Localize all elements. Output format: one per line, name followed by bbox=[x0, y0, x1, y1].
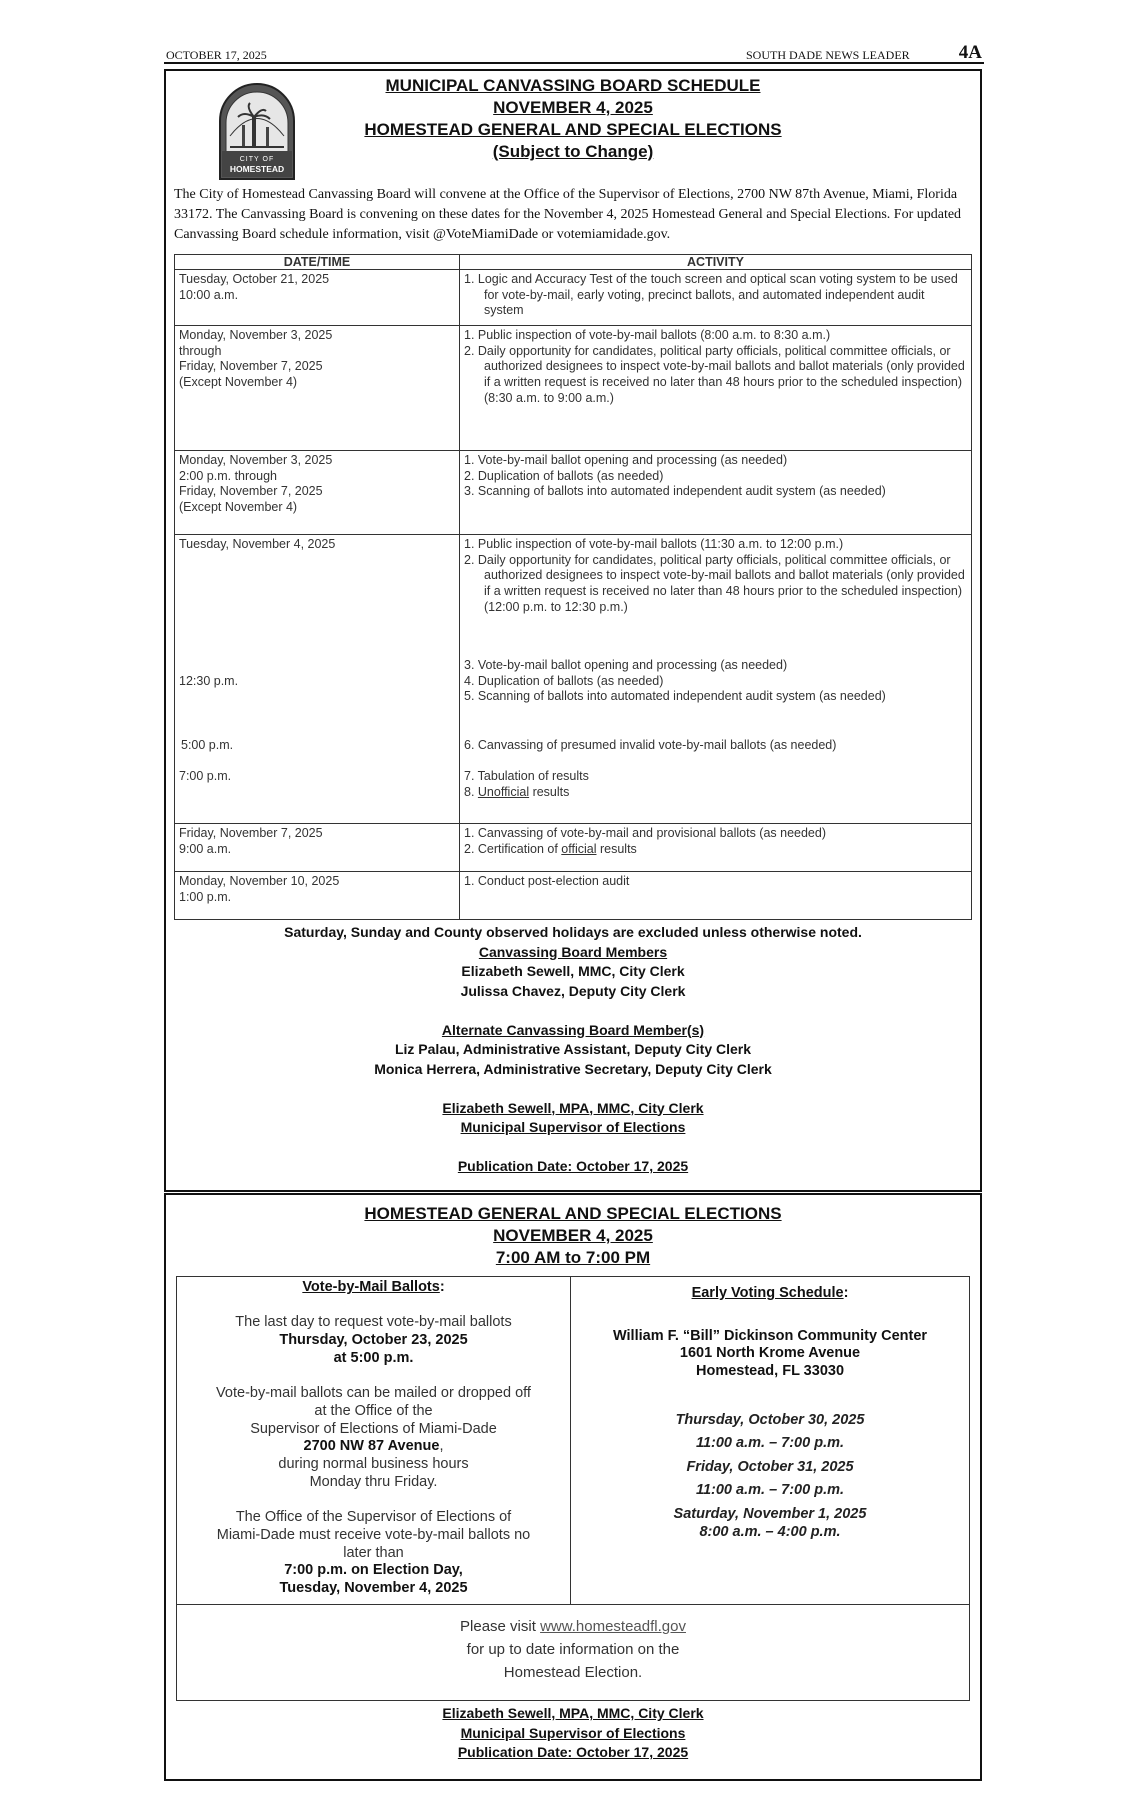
activity-item: 2. Daily opportunity for candidates, political party officials, political committee officials, or authorized designees to inspect vote-by-mail ballots and ballot materials (only provided if a written request is received no later than 48 hours prior to the scheduled inspection) (8:30 a.m. to 9:00 a.m.) bbox=[464, 343, 965, 405]
canvassing-notice bbox=[164, 69, 982, 1192]
activity-item: 2. Daily opportunity for candidates, political party officials, political committee officials, or authorized designees to inspect vote-by-mail ballots and ballot materials (only provided if a written request is received no later than 48 hours prior to the scheduled inspection) (12:00 p.m. to 12:30 p.m.) bbox=[464, 552, 965, 614]
activity-item bbox=[464, 842, 967, 858]
newspaper-name: SOUTH DADE NEWS LEADER bbox=[746, 48, 910, 62]
signature-title: Municipal Supervisor of Elections bbox=[460, 1119, 686, 1135]
holidays-note: Saturday, Sunday and County observed holidays are excluded unless otherwise noted. bbox=[284, 924, 862, 940]
intro-paragraph: The City of Homestead Canvassing Board will convene at the Office of the Supervisor of Elections, 2700 NW 87th Avenue, Miami, Florida 33172. The Canvassing Board is convening on these dates for the November 4, 2025 Homestead General and Special Elections. For updated Canvassing Board schedule information, visit @VoteMiamiDade or votemiamidade.gov. bbox=[174, 187, 962, 242]
vbm-text: Supervisor of Elections of Miami-Dade bbox=[250, 1420, 497, 1437]
time-line: 5:00 p.m. bbox=[181, 738, 234, 752]
underlined-word: Unofficial bbox=[477, 784, 530, 799]
time-line: 12:30 p.m. bbox=[179, 674, 239, 688]
svg-text:HOMESTEAD: HOMESTEAD bbox=[229, 164, 285, 174]
date-line: Tuesday, October 21, 2025 bbox=[179, 272, 330, 286]
vbm-deadline: Thursday, October 23, 2025 bbox=[279, 1332, 468, 1349]
early-voting-address: 1601 North Krome Avenue bbox=[679, 1345, 861, 1362]
board-member: Julissa Chavez, Deputy City Clerk bbox=[460, 982, 686, 999]
visit-text: Homestead Election. bbox=[503, 1664, 643, 1681]
activity-item: 7. Tabulation of results bbox=[464, 769, 589, 783]
activity-item: 1. Conduct post-election audit bbox=[464, 874, 630, 888]
svg-text:CITY OF: CITY OF bbox=[239, 156, 275, 163]
early-voting-city: Homestead, FL 33030 bbox=[695, 1363, 845, 1380]
signature-name: Elizabeth Sewell, MPA, MMC, City Clerk bbox=[442, 1705, 704, 1721]
alternate-heading: Alternate Canvassing Board Member(s) bbox=[441, 1021, 705, 1038]
early-voting-day: Saturday, November 1, 2025 bbox=[673, 1505, 867, 1522]
date-line: through bbox=[179, 343, 222, 358]
activity-item: 5. Scanning of ballots into automated independent audit system (as needed) bbox=[464, 689, 886, 704]
underlined-word: official bbox=[561, 841, 597, 856]
column-header: DATE/TIME bbox=[175, 255, 460, 270]
time-line: 10:00 a.m. bbox=[179, 287, 239, 302]
notice-title bbox=[166, 75, 980, 163]
website-link[interactable]: www.homesteadfl.gov bbox=[540, 1618, 686, 1635]
date-line: 2:00 p.m. through bbox=[179, 468, 277, 483]
vbm-deadline: at 5:00 p.m. bbox=[333, 1349, 414, 1366]
title-line: NOVEMBER 4, 2025 bbox=[493, 1226, 653, 1245]
signature-name: Elizabeth Sewell, MPA, MMC, City Clerk bbox=[442, 1099, 704, 1116]
early-voting-hours: 8:00 a.m. – 4:00 p.m. bbox=[699, 1523, 841, 1540]
board-member: Elizabeth Sewell, MMC, City Clerk bbox=[461, 963, 685, 979]
vbm-text: during normal business hours bbox=[278, 1456, 469, 1472]
title-line: (Subject to Change) bbox=[492, 142, 654, 161]
alternate-member: Monica Herrera, Administrative Secretary, Deputy City Clerk bbox=[374, 1060, 772, 1077]
item-text: Certification of bbox=[477, 841, 562, 856]
issue-date: OCTOBER 17, 2025 bbox=[166, 48, 267, 62]
activity-item bbox=[464, 785, 967, 801]
activity-item: 1. Logic and Accuracy Test of the touch screen and optical scan voting system to be used for vote-by-mail, early voting, precinct ballots, and automated independent audit system bbox=[464, 272, 958, 318]
vbm-text: The Office of the Supervisor of Elections of bbox=[235, 1509, 512, 1526]
early-voting-column: Early Voting Schedule: William F. “Bill” Dickinson Community Center 1601 North Krome Avenue Homestead, FL 33030 Thursday, October 30, 2025 11:00 a.m. – 7:00 p.m. Friday, October 31, 2025 11:00 a.m. – 7:00 p.m. Saturday, November 1, 2025 8:00 a.m. – 4:00 p.m. bbox=[571, 1285, 969, 1541]
date-line: Friday, November 7, 2025 bbox=[179, 359, 323, 374]
table-row bbox=[175, 824, 972, 872]
time-line: 1:00 p.m. bbox=[179, 889, 232, 904]
early-voting-day: Thursday, October 30, 2025 bbox=[675, 1411, 865, 1428]
publication-date: Publication Date: October 17, 2025 bbox=[457, 1158, 689, 1174]
early-voting-hours: 11:00 a.m. – 7:00 p.m. bbox=[695, 1435, 845, 1452]
date-line: Tuesday, November 4, 2025 bbox=[179, 537, 336, 551]
item-text: results bbox=[529, 784, 570, 799]
schedule-table bbox=[174, 254, 972, 920]
alternate-member: Liz Palau, Administrative Assistant, Deputy City Clerk bbox=[394, 1041, 752, 1057]
early-voting-location: William F. “Bill” Dickinson Community Center bbox=[612, 1327, 928, 1344]
vbm-heading: Vote-by-Mail Ballots bbox=[302, 1279, 440, 1295]
table-row bbox=[175, 535, 972, 824]
date-line: (Except November 4) bbox=[179, 375, 298, 390]
early-voting-day: Friday, October 31, 2025 bbox=[686, 1458, 854, 1475]
date-line: Friday, November 7, 2025 bbox=[179, 826, 323, 840]
vbm-deadline: Tuesday, November 4, 2025 bbox=[279, 1579, 468, 1596]
vbm-text: Miami-Dade must receive vote-by-mail ballots no bbox=[216, 1526, 531, 1543]
early-voting-hours: 11:00 a.m. – 7:00 p.m. bbox=[695, 1482, 845, 1499]
item-number: 2. bbox=[464, 841, 478, 856]
item-number: 8. bbox=[464, 784, 478, 799]
table-row bbox=[175, 270, 972, 326]
title-line: HOMESTEAD GENERAL AND SPECIAL ELECTIONS bbox=[364, 1204, 782, 1223]
table-row bbox=[175, 451, 972, 535]
title-line: HOMESTEAD GENERAL AND SPECIAL ELECTIONS bbox=[364, 120, 782, 139]
date-line: Friday, November 7, 2025 bbox=[179, 484, 323, 499]
vote-by-mail-column: Vote-by-Mail Ballots: The last day to request vote-by-mail ballots Thursday, October 23, 2025 at 5:00 p.m. Vote-by-mail ballots can be mailed or dropped off at the Office of the Supervisor of Elections of Miami-Dade 2700 NW 87 Avenue, during normal business hours Monday thru Friday. The Office of the Supervisor of Elections of Miami-Dade must receive vote-by-mail ballots no later than 7:00 p.m. on Election Day, Tuesday, November 4, 2025 bbox=[177, 1279, 570, 1598]
website-info bbox=[177, 1615, 969, 1684]
date-line: (Except November 4) bbox=[179, 500, 298, 515]
activity-item: 1. Canvassing of vote-by-mail and provisional ballots (as needed) bbox=[464, 826, 826, 840]
activity-item: 6. Canvassing of presumed invalid vote-by-mail ballots (as needed) bbox=[464, 738, 837, 752]
header-rule bbox=[164, 62, 984, 64]
early-voting-heading: Early Voting Schedule bbox=[691, 1285, 844, 1301]
activity-item: 1. Public inspection of vote-by-mail ballots (11:30 a.m. to 12:00 p.m.) bbox=[464, 537, 844, 551]
activity-item: 3. Vote-by-mail ballot opening and processing (as needed) bbox=[464, 658, 788, 672]
page-number: 4A bbox=[958, 42, 982, 63]
table-row bbox=[175, 326, 972, 451]
activity-item: 1. Public inspection of vote-by-mail ballots (8:00 a.m. to 8:30 a.m.) bbox=[464, 328, 831, 342]
info-box bbox=[176, 1276, 970, 1701]
vbm-deadline: 7:00 p.m. on Election Day, bbox=[284, 1562, 463, 1579]
notice-footer bbox=[166, 1704, 980, 1763]
title-line: 7:00 AM to 7:00 PM bbox=[495, 1248, 651, 1267]
vbm-text: at the Office of the bbox=[314, 1402, 433, 1419]
time-line: 7:00 p.m. bbox=[179, 769, 232, 783]
vbm-text: later than bbox=[343, 1544, 404, 1561]
vbm-text: Monday thru Friday. bbox=[309, 1473, 438, 1490]
date-line: Monday, November 3, 2025 bbox=[179, 328, 333, 342]
column-header: ACTIVITY bbox=[460, 255, 972, 270]
vbm-text: The last day to request vote-by-mail ballots bbox=[235, 1314, 512, 1331]
activity-item: 3. Scanning of ballots into automated independent audit system (as needed) bbox=[464, 484, 886, 499]
signature-title: Municipal Supervisor of Elections bbox=[460, 1724, 686, 1741]
board-info bbox=[166, 923, 980, 1177]
vbm-address: 2700 NW 87 Avenue bbox=[303, 1438, 440, 1455]
publication-date: Publication Date: October 17, 2025 bbox=[457, 1744, 689, 1760]
election-notice bbox=[164, 1193, 982, 1781]
table-row bbox=[175, 872, 972, 920]
row-divider bbox=[177, 1604, 969, 1605]
title-line: NOVEMBER 4, 2025 bbox=[493, 98, 653, 117]
item-text: results bbox=[596, 841, 637, 856]
visit-text: Please visit bbox=[460, 1618, 541, 1635]
date-line: Monday, November 10, 2025 bbox=[179, 874, 340, 888]
visit-text: for up to date information on the bbox=[466, 1641, 680, 1658]
activity-item: 2. Duplication of ballots (as needed) bbox=[464, 468, 664, 483]
notice-title bbox=[166, 1203, 980, 1269]
board-heading: Canvassing Board Members bbox=[478, 943, 668, 960]
activity-item: 1. Vote-by-mail ballot opening and processing (as needed) bbox=[464, 453, 788, 467]
activity-item: 4. Duplication of ballots (as needed) bbox=[464, 673, 664, 688]
time-line: 9:00 a.m. bbox=[179, 841, 232, 856]
date-line: Monday, November 3, 2025 bbox=[179, 453, 333, 467]
title-line: MUNICIPAL CANVASSING BOARD SCHEDULE bbox=[385, 76, 761, 95]
page-header bbox=[166, 44, 982, 64]
vbm-text: Vote-by-mail ballots can be mailed or dropped off bbox=[216, 1385, 531, 1402]
